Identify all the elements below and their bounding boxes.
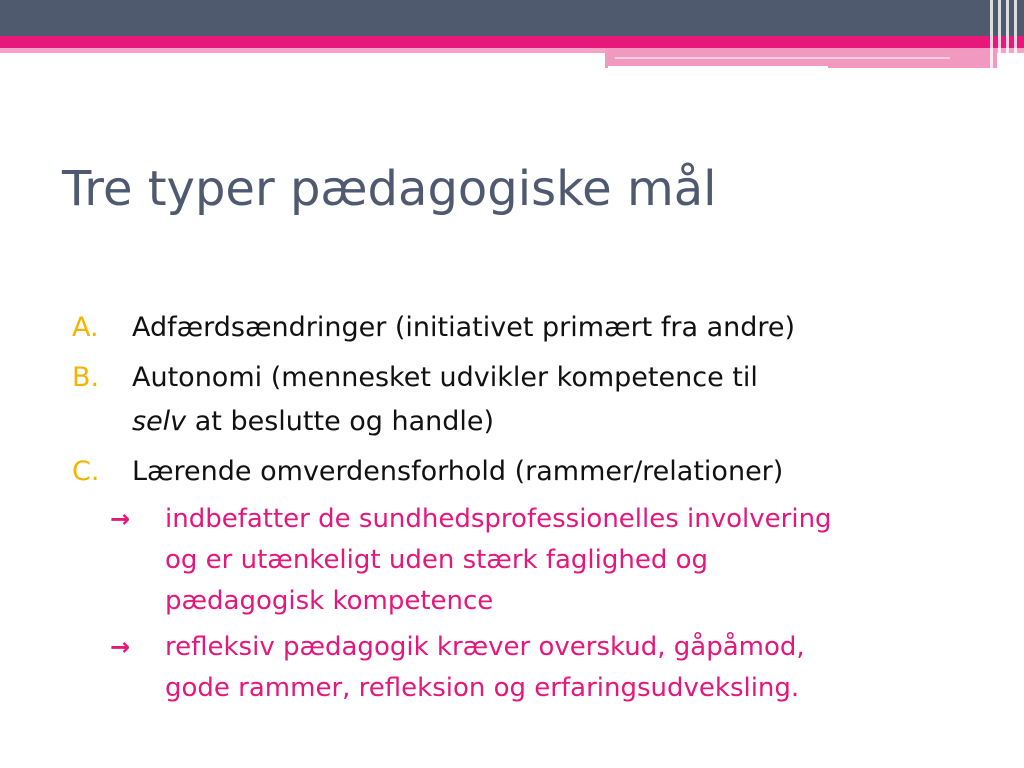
list-marker: A. <box>72 312 99 343</box>
arrow-icon: → <box>110 633 131 661</box>
emphasis-text: selv <box>132 406 187 437</box>
header-band-dark <box>0 0 1024 36</box>
right-stripes-decoration <box>986 0 1024 70</box>
arrow-icon: → <box>110 505 131 533</box>
slide-title: Tre typer pædagogiske mål <box>62 161 717 217</box>
list-item-b-continued <box>132 402 494 442</box>
list-item-b: Autonomi (mennesket udvikler kompetence til <box>132 362 758 393</box>
sub-item-line: refleksiv pædagogik kræver overskud, gåpåmod, <box>165 632 805 662</box>
sub-item-line: gode rammer, refleksion og erfaringsudveksling. <box>165 673 800 703</box>
header-tab-line <box>608 66 828 68</box>
sub-item-line: og er utænkeligt uden stærk faglighed og <box>165 545 709 575</box>
header-band-pink <box>0 36 1024 48</box>
sub-item-line: indbefatter de sundhedsprofessionelles involvering <box>165 504 832 534</box>
header-tab-line <box>615 57 950 59</box>
list-item-c: Lærende omverdensforhold (rammer/relationer) <box>132 456 784 487</box>
list-item-b-rest: at beslutte og handle) <box>186 406 495 437</box>
list-marker: C. <box>72 456 100 487</box>
list-marker: B. <box>72 362 100 393</box>
sub-item-line: pædagogisk kompetence <box>165 586 494 616</box>
list-item-a: Adfærdsændringer (initiativet primært fra andre) <box>132 312 796 343</box>
